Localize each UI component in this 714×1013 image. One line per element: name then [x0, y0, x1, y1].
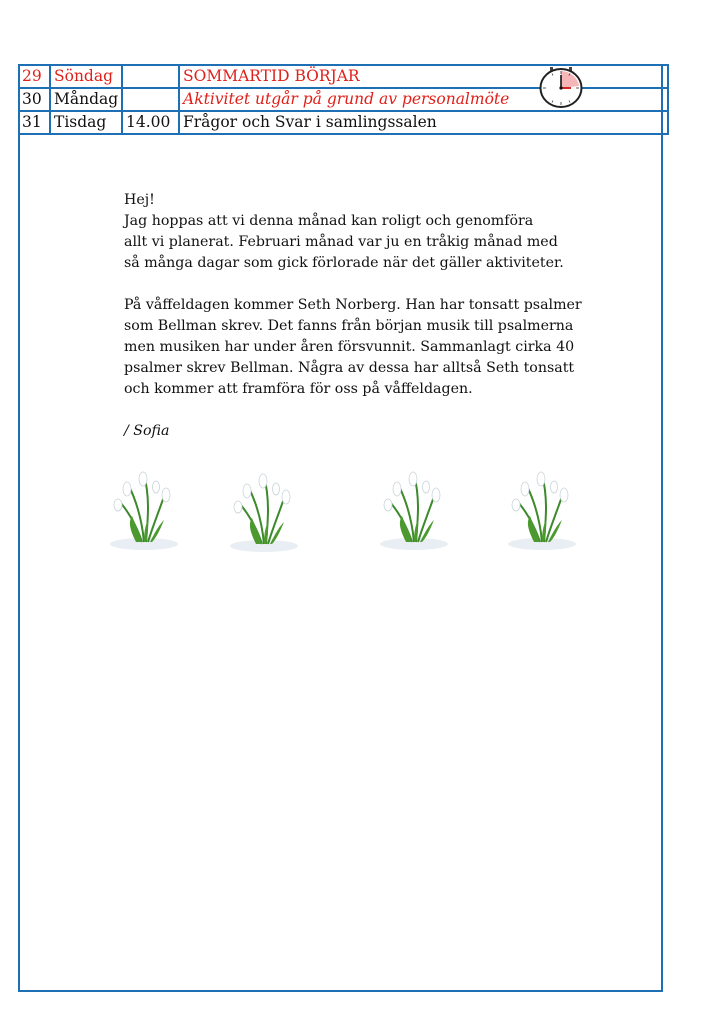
- day-number: 29: [19, 65, 50, 88]
- day-number: 30: [19, 88, 50, 111]
- snowdrop-flower-icon: [106, 460, 182, 552]
- letter-line: som Bellman skrev. Det fanns från början musik till psalmerna: [124, 318, 574, 334]
- event-text: Frågor och Svar i samlingssalen: [179, 111, 668, 134]
- letter-greeting: Hej!: [124, 192, 155, 208]
- day-name: Söndag: [50, 65, 122, 88]
- snowdrop-flower-icon: [376, 460, 452, 552]
- snowdrop-flower-icon: [504, 460, 580, 552]
- letter-paragraph: [124, 211, 644, 274]
- event-time: [122, 88, 179, 111]
- letter-line: psalmer skrev Bellman. Några av dessa har alltså Seth tonsatt: [124, 360, 575, 376]
- letter-line: Jag hoppas att vi denna månad kan roligt och genomföra: [124, 213, 534, 229]
- day-name: Måndag: [50, 88, 122, 111]
- letter-line: och kommer att framföra för oss på våffeldagen.: [124, 381, 473, 397]
- letter-signature: / Sofia: [124, 423, 170, 439]
- letter-paragraph: [124, 295, 644, 400]
- event-text: SOMMARTID BÖRJAR: [179, 65, 668, 88]
- event-time: 14.00: [122, 111, 179, 134]
- letter-line: så många dagar som gick förlorade när det gäller aktiviteter.: [124, 255, 564, 271]
- event-time: [122, 65, 179, 88]
- snowdrop-flower-icon: [226, 462, 302, 554]
- calendar-row: [19, 111, 668, 134]
- letter-line: På våffeldagen kommer Seth Norberg. Han har tonsatt psalmer: [124, 297, 582, 313]
- event-text: Aktivitet utgår på grund av personalmöte: [179, 88, 668, 111]
- letter-line: men musiken har under åren försvunnit. Sammanlagt cirka 40: [124, 339, 575, 355]
- letter-line: allt vi planerat. Februari månad var ju en tråkig månad med: [124, 234, 558, 250]
- day-name: Tisdag: [50, 111, 122, 134]
- day-number: 31: [19, 111, 50, 134]
- letter: [124, 190, 644, 463]
- clock-icon: [538, 67, 584, 109]
